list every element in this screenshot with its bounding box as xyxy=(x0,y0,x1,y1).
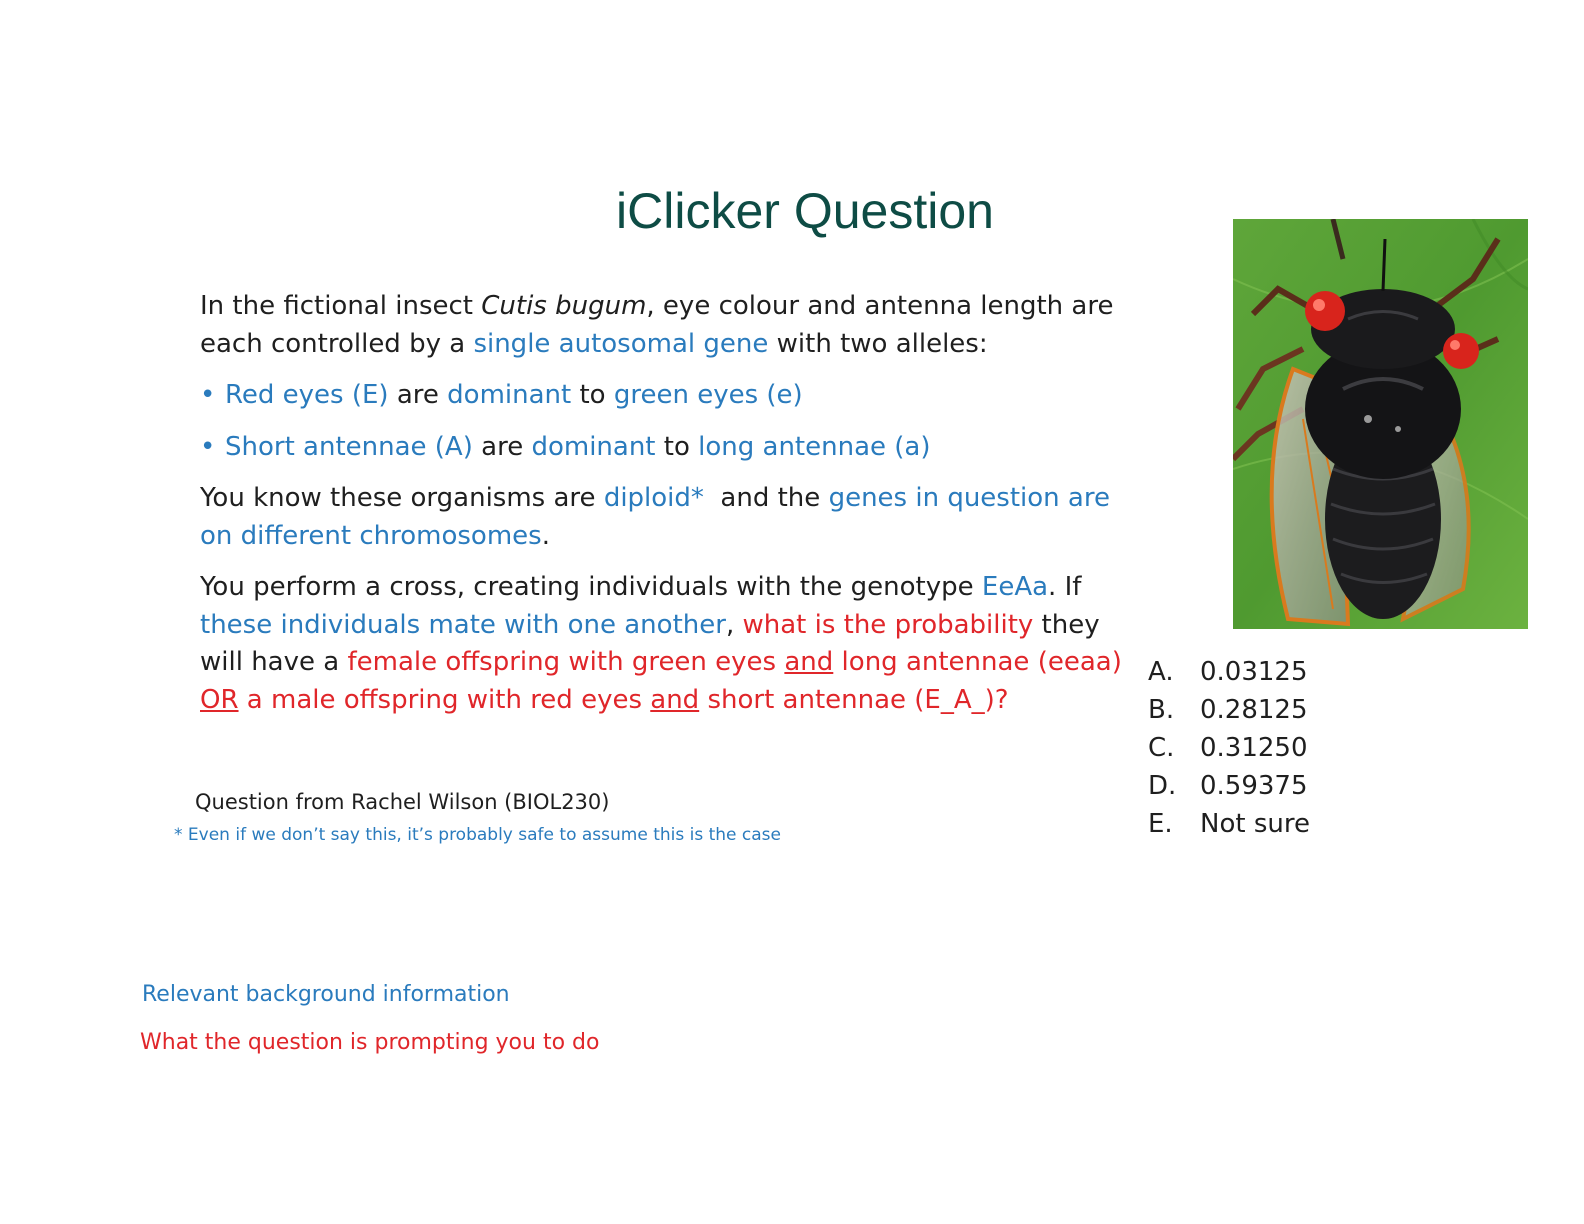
answer-option-d[interactable]: D. 0.59375 xyxy=(1148,771,1308,801)
highlight-gene: single autosomal gene xyxy=(473,328,769,359)
question-intro: In the fictional insect Cutis bugum, eye colour and antenna length are each controlled by a single autosomal gene with two alleles: xyxy=(200,291,1114,359)
footnote: * Even if we don’t say this, it’s probably safe to assume this is the case xyxy=(174,825,781,845)
bullet-icon: • xyxy=(200,380,216,410)
bullet-icon: • xyxy=(200,431,216,462)
answer-choices xyxy=(1148,653,1310,843)
answer-option-a[interactable]: A. 0.03125 xyxy=(1148,657,1308,687)
question-credit: Question from Rachel Wilson (BIOL230) xyxy=(195,790,610,814)
answer-option-e[interactable]: E. Not sure xyxy=(1148,809,1310,839)
question-text xyxy=(200,288,1145,719)
diploid-paragraph: You know these organisms are diploid* and the genes in question are on different chromosomes. xyxy=(200,483,1110,551)
species-name: Cutis bugum xyxy=(481,291,647,321)
slide-title: iClicker Question xyxy=(616,183,994,239)
allele-bullet-eyes: • Red eyes (E) are dominant to green eyes (e) xyxy=(200,377,1145,415)
allele-bullet-antennae: • Short antennae (A) are dominant to long antennae (a) xyxy=(200,429,1145,467)
legend-background-info: Relevant background information xyxy=(142,982,510,1007)
cicada-photo-icon xyxy=(1233,219,1528,629)
legend-prompt: What the question is prompting you to do xyxy=(140,1030,600,1055)
cross-paragraph: You perform a cross, creating individuals with the genotype EeAa. If these individuals mate with one another, what is the probability they will have a female offspring with green eyes and long antennae (eeaa) OR a male offspring with red eyes and short antennae (E_A_)? xyxy=(200,572,1122,715)
answer-option-c[interactable]: C. 0.31250 xyxy=(1148,733,1308,763)
answer-option-b[interactable]: B. 0.28125 xyxy=(1148,695,1308,725)
